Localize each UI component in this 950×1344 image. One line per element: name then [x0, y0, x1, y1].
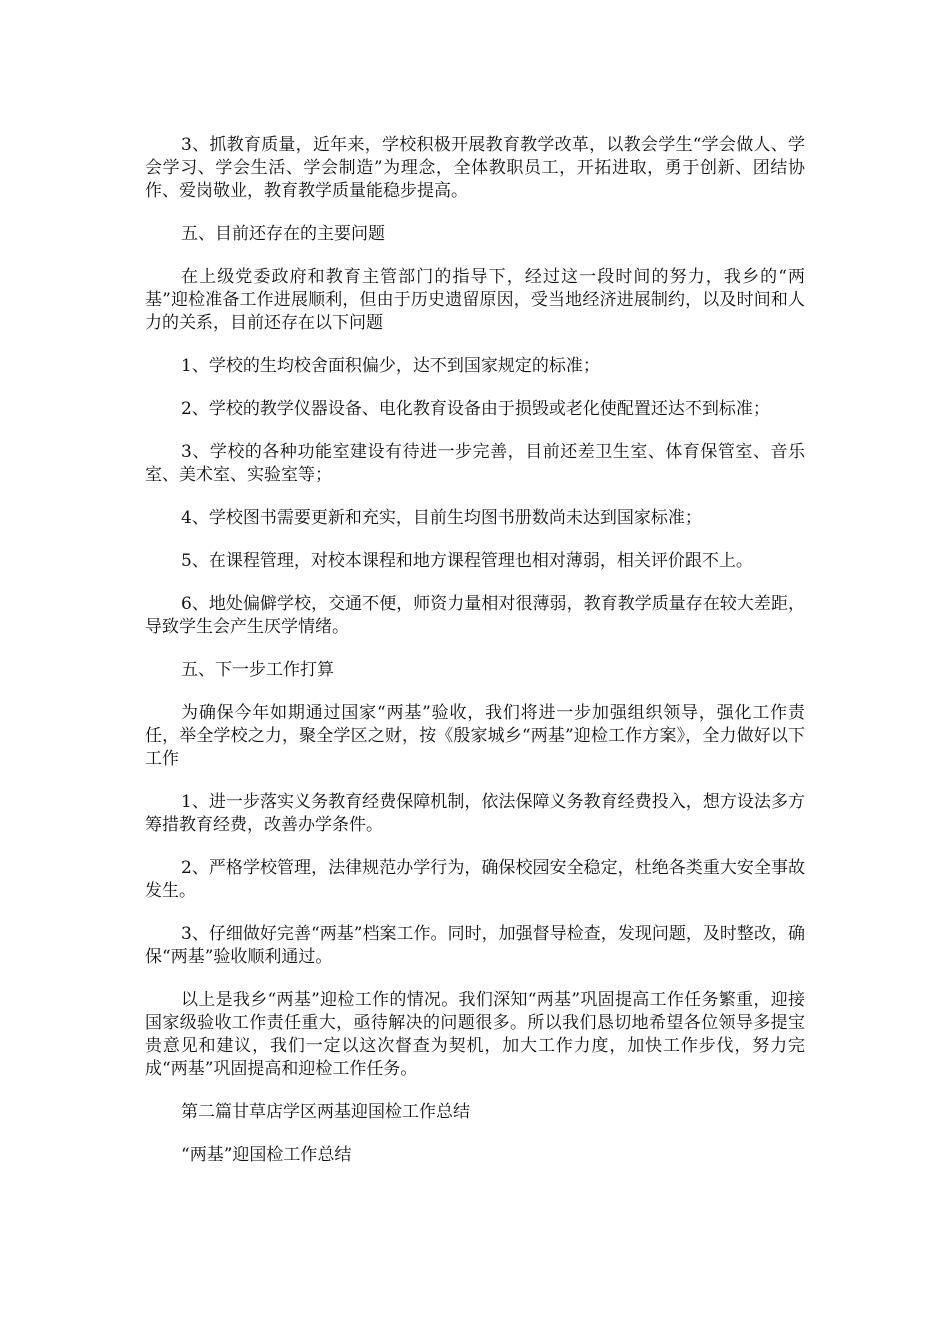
paragraph-problem-1: 1、学校的生均校舍面积偏少，达不到国家规定的标准； [181, 356, 600, 376]
paragraph-step-3: 3、仔细做好完善“两基”档案工作。同时，加强督导检查，发现问题，及时整改，确保“两基”验收顺利通过。 [145, 924, 805, 967]
paragraph-step-2: 2、严格学校管理，法律规范办学行为，确保校园安全稳定，杜绝各类重大安全事故发生。 [145, 858, 805, 901]
paragraph-problem-2: 2、学校的教学仪器设备、电化教育设备由于损毁或老化使配置还达不到标准； [181, 399, 770, 419]
document-body [145, 134, 805, 1187]
paragraph-problems-intro: 在上级党委政府和教育主管部门的指导下，经过这一段时间的努力，我乡的“两基”迎检准备工作进展顺利，但由于历史遗留原因，受当地经济进展制约，以及时间和人力的关系，目前还存在以下问题 [145, 267, 805, 333]
paragraph-next-steps-intro: 为确保今年如期通过国家“两基”验收，我们将进一步加强组织领导，强化工作责任，举全学校之力，聚全学区之财，按《殷家城乡“两基”迎检工作方案》，全力做好以下工作 [145, 703, 805, 769]
heading-summary-title: “两基”迎国检工作总结 [181, 1145, 352, 1165]
paragraph-quality: 3、抓教育质量，近年来，学校积极开展教育教学改革，以教会学生“学会做人、学会学习、学会生活、学会制造”为理念，全体教职员工，开拓进取，勇于创新、团结协作、爱岗敬业，教育教学质量能稳步提高。 [145, 135, 805, 201]
paragraph-problem-6: 6、地处偏僻学校，交通不便，师资力量相对很薄弱，教育教学质量存在较大差距，导致学生会产生厌学情绪。 [145, 594, 805, 637]
paragraph-problem-4: 4、学校图书需要更新和充实，目前生均图书册数尚未达到国家标准； [181, 508, 702, 528]
heading-next-steps: 五、下一步工作打算 [181, 660, 334, 680]
paragraph-conclusion: 以上是我乡“两基”迎检工作的情况。我们深知“两基”巩固提高工作任务繁重，迎接国家级验收工作责任重大，亟待解决的问题很多。所以我们恳切地希望各位领导多提宝贵意见和建议，我们一定以这次督查为契机，加大工作力度，加快工作步伐，努力完成“两基”巩固提高和迎检工作任务。 [145, 990, 805, 1079]
heading-second-article: 第二篇甘草店学区两基迎国检工作总结 [181, 1102, 470, 1122]
heading-main-problems: 五、目前还存在的主要问题 [181, 224, 385, 244]
paragraph-step-1: 1、进一步落实义务教育经费保障机制，依法保障义务教育经费投入，想方设法多方筹措教育经费，改善办学条件。 [145, 792, 805, 835]
paragraph-problem-5: 5、在课程管理，对校本课程和地方课程管理也相对薄弱，相关评价跟不上。 [181, 551, 753, 571]
paragraph-problem-3: 3、学校的各种功能室建设有待进一步完善，目前还差卫生室、体育保管室、音乐室、美术室、实验室等； [145, 442, 805, 485]
